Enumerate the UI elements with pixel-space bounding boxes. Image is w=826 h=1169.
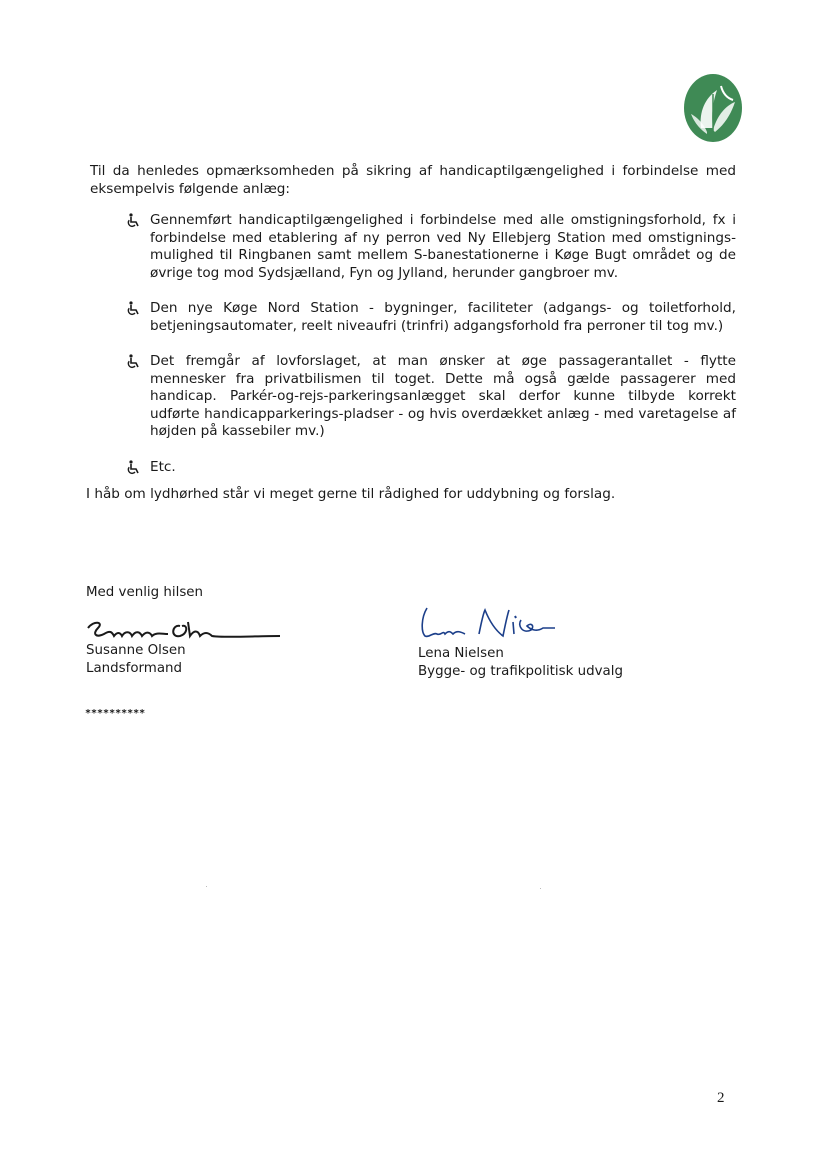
wheelchair-icon [126, 460, 140, 475]
bullet-text: Gennemført handicaptilgængelighed i forbindelse med alle omstigningsforhold, fx i forbindelse med etablering af ny perron ved Ny Ellebjerg Station med omstignings-mulighed til Ringbanen samt mellem S-banestationerne i Køge Bugt området og de øvrige tog mod Sydsjælland, Fyn og Jylland, herunder gangbroer mv. [150, 212, 736, 281]
page-number: 2 [717, 1090, 725, 1106]
bullet-text: Det fremgår af lovforslaget, at man ønsker at øge passagerantallet - flytte mennesker fra privatbilismen til toget. Dette må også gælde passagerer med handicap. Parkér-og-rejs-parkeringsanlægget skal derfor kunne tilbyde korrekt udførte handicapparkerings-pladser - og hvis overdækket anlæg - med varetagelse af højden på kassebiler mv.) [150, 353, 736, 439]
wheelchair-icon [126, 213, 140, 228]
leaf-logo-icon [683, 72, 743, 144]
bullet-text: Den nye Køge Nord Station - bygninger, faciliteter (adgangs- og toiletforhold, betjeningsautomater, reelt niveaufri (trinfri) adgangsforhold fra perroner til tog mv.) [150, 300, 736, 334]
intro-paragraph: Til da henledes opmærksomheden på sikring af handicaptilgængelighed i forbindelse med eksempelvis følgende anlæg: [90, 163, 736, 197]
signatory-title: Bygge- og trafikpolitisk udvalg [418, 664, 623, 679]
signatory-title: Landsformand [86, 661, 183, 676]
list-item [126, 212, 736, 282]
wheelchair-icon [126, 301, 140, 316]
list-item [126, 459, 736, 477]
list-item [126, 300, 736, 335]
greeting: Med venlig hilsen [86, 585, 204, 600]
signature-lena-nielsen [419, 602, 559, 646]
list-item [126, 353, 736, 441]
scan-speck [206, 886, 207, 887]
signatory-left [86, 642, 186, 678]
bullet-list [126, 212, 736, 494]
signatory-name: Susanne Olsen [86, 643, 186, 658]
signatory-right [418, 645, 623, 681]
separator: ********** [85, 708, 146, 719]
scan-speck [540, 888, 541, 889]
bullet-text: Etc. [150, 458, 176, 475]
signatory-name: Lena Nielsen [418, 646, 504, 661]
closing-paragraph: I håb om lydhørhed står vi meget gerne til rådighed for uddybning og forslag. [86, 486, 616, 502]
wheelchair-icon [126, 354, 140, 369]
